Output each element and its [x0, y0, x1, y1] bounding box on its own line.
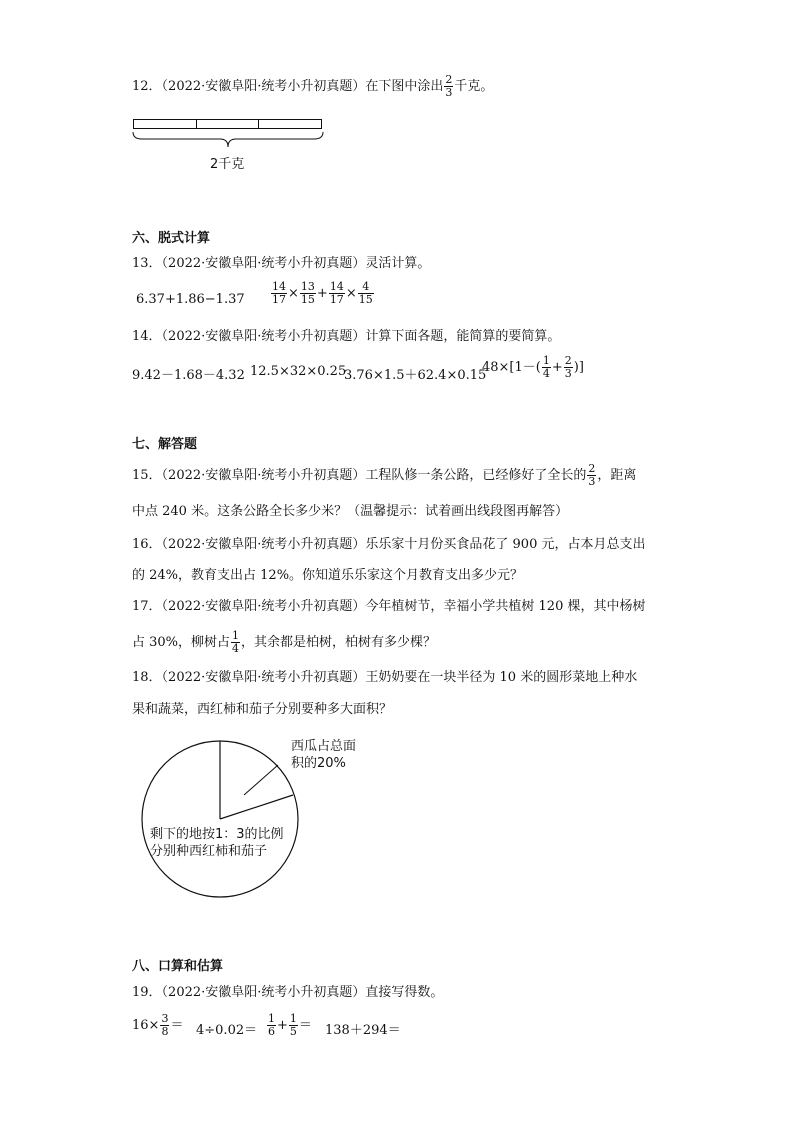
weight-bar — [133, 119, 322, 129]
q13-expr1: 6.37+1.86−1.37 — [136, 292, 245, 307]
q14-expr3: 3.76×1.5＋62.4×0.15 — [344, 368, 487, 383]
bar-segment — [259, 120, 321, 128]
q17-line2: 占 30%，柳树占 $\frac{1}{4}$ ，其余都是柏树，柏树有多少棵？ — [132, 629, 437, 655]
q13-expr2: $\frac{14}{17}$ × $\frac{13}{15}$ + $\frac{14}{17}$ × $\frac{4}{15}$ — [272, 280, 373, 306]
q15-line1: 15．（2022·安徽阜阳·统考小升初真题）工程队修一条公路，已经修好了全长的 $\frac{2}{3}$ ，距离 — [132, 462, 637, 488]
q19-text: 19．（2022·安徽阜阳·统考小升初真题）直接写得数。 — [132, 985, 444, 1000]
q14-expr2: 12.5×32×0.25 — [250, 364, 347, 379]
q17-fraction: $\frac{1}{4}$ — [232, 629, 240, 655]
q19-expr2: 4÷0.02＝ — [196, 1023, 258, 1038]
q12-fraction: $\frac{2}{3}$ — [445, 73, 453, 99]
q17-line1: 17．（2022·安徽阜阳·统考小升初真题）今年植树节，幸福小学共植树 120 棵，其中杨树 — [132, 599, 646, 614]
q16-line1: 16．（2022·安徽阜阳·统考小升初真题）乐乐家十月份买食品花了 900 元，占本月总支出 — [132, 537, 646, 552]
remaining-land-label: 剩下的地按1：3的比例 分别种西红柿和茄子 — [150, 827, 284, 859]
q15-fraction: $\frac{2}{3}$ — [588, 462, 596, 488]
q14-text: 14．（2022·安徽阜阳·统考小升初真题）计算下面各题，能简算的要简算。 — [132, 329, 561, 344]
bar-segment — [134, 120, 197, 128]
q14-expr1: 9.42－1.68－4.32 — [132, 368, 245, 383]
section7-title: 七、解答题 — [132, 437, 198, 452]
q18-line1: 18．（2022·安徽阜阳·统考小升初真题）王奶奶要在一块半径为 10 米的圆形菜地上种水 — [132, 670, 638, 685]
q19-expr1: 16× $\frac{3}{8}$ ＝ — [132, 1012, 184, 1038]
bar-brace — [130, 130, 326, 152]
pie-leader-line — [244, 765, 278, 795]
section6-title: 六、脱式计算 — [132, 231, 211, 246]
watermelon-label: 西瓜占总面 积的20% — [291, 739, 357, 771]
q15-line2: 中点 240 米。这条公路全长多少米？（温馨提示：试着画出线段图再解答） — [132, 504, 569, 519]
section8-title: 八、口算和估算 — [132, 959, 224, 974]
q19-expr3: $\frac{1}{6}$ + $\frac{1}{5}$ ＝ — [268, 1012, 312, 1038]
q18-line2: 果和蔬菜，西红柿和茄子分别要种多大面积？ — [132, 702, 393, 717]
bar-label: 2千克 — [210, 157, 245, 172]
q19-expr4: 138＋294＝ — [325, 1023, 401, 1038]
q16-line2: 的 24%，教育支出占 12%。你知道乐乐家这个月教育支出多少元？ — [132, 568, 524, 583]
pie-radius-slanted — [220, 795, 293, 819]
q12-suffix: 千克。 — [454, 79, 494, 94]
q12-prefix: 12．（2022·安徽阜阳·统考小升初真题）在下图中涂出 — [132, 79, 444, 94]
q12-line — [132, 74, 493, 99]
bar-segment — [197, 120, 260, 128]
q13-text: 13．（2022·安徽阜阳·统考小升初真题）灵活计算。 — [132, 256, 431, 271]
garden-pie-diagram — [138, 735, 302, 905]
q14-expr4: 48×[1－( $\frac{1}{4}$ + $\frac{2}{3}$ )] — [482, 354, 584, 380]
